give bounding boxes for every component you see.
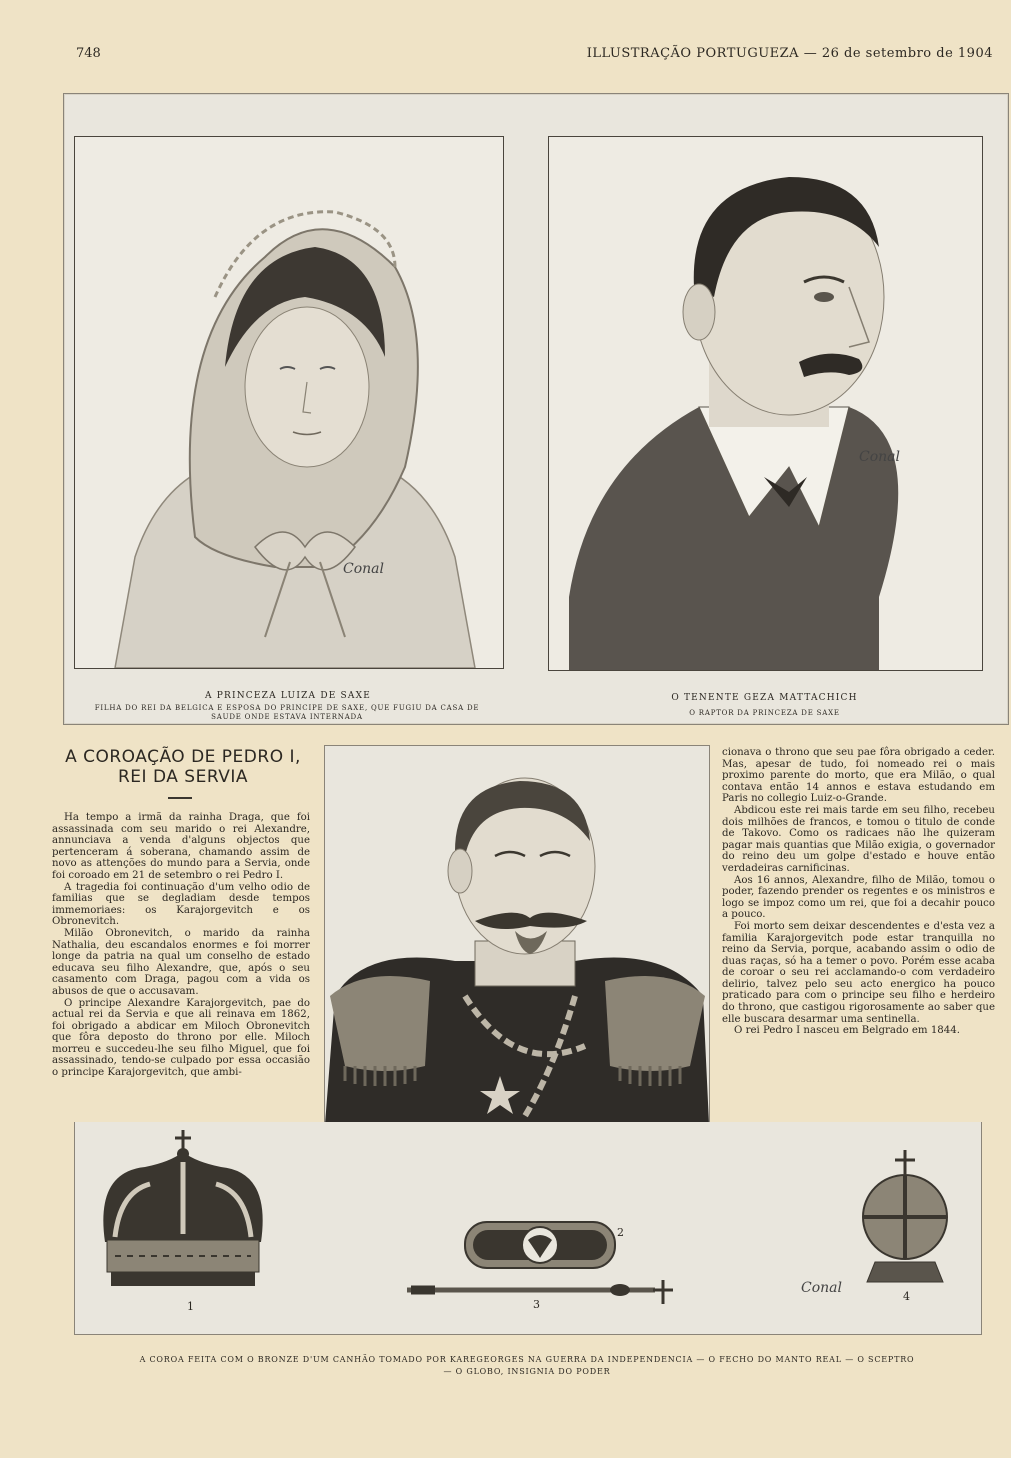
portrait-lieutenant-image — [549, 137, 982, 670]
paragraph: Milão Obronevitch, o marido da rainha Nathalia, deu escandalos enormes e foi morrer longe da patria na qual um conselho de estado educava seu filho Alexandre, que, após o seu casamento com Draga, pagou com a vida os abusos de que o accusavam. — [52, 927, 310, 997]
paragraph: Abdicou este rei mais tarde em seu filho, recebeu dois milhões de francos, e tomou o titulo de conde de Takovo. Como os radicaes não lhe quizeram pagar mais quantias que Milão exigia, o governador do reino deu um golpe d'estado e houve então verdadeiras carnificinas. — [722, 804, 995, 874]
article-column-right — [722, 747, 995, 1037]
regalia-caption — [74, 1354, 980, 1378]
regalia-label-4: 4 — [903, 1290, 910, 1303]
headline-divider — [168, 797, 192, 799]
caption-sub-lieutenant: O RAPTOR DA PRINCEZA DE SAXE — [689, 709, 840, 717]
regalia-label-2: 2 — [617, 1226, 624, 1239]
portrait-lieutenant-frame — [548, 136, 983, 671]
regalia-caption-line-2: — O GLOBO, INSIGNIA DO PODER — [443, 1367, 611, 1376]
artist-signature: Conal — [801, 1280, 842, 1296]
paragraph: Foi morto sem deixar descendentes e d'esta vez a familia Karajorgevitch pode estar tranquilla no reino da Servia, porque, acabando assim o odio de duas raças, só ha a temer o povo. Porém esse acaba de coroar o seu rei acclamando-o com verdadeiro delirio, talvez pelo seu acto energico ha pouco praticado para com o principe seu filho e herdeiro do throno, que castigou rigorosamente ao saber que elle buscara desarmar uma sentinella. — [722, 920, 995, 1025]
regalia-label-1: 1 — [187, 1300, 194, 1313]
headline-line-1: A COROAÇÃO DE PEDRO I, — [65, 747, 301, 767]
clasp-icon — [465, 1222, 615, 1268]
artist-signature: Conal — [343, 561, 384, 577]
paragraph: A tragedia foi continuação d'um velho odio de familias que se degladiam desde tempos immemoriaes: os Karajorgevitch e os Obronevitch. — [52, 881, 310, 928]
paragraph: O principe Alexandre Karajorgevitch, pae do actual rei da Servia e que ali reinava em 1862, foi obrigado a abdicar em Miloch Obronevitch que fôra deposto do throno por elle. Miloch morreu e succedeu-lhe seu filho Miguel, que foi assassinado, tendo-se culpado por essa occasião o principe Karajorgevitch, que ambi- — [52, 997, 310, 1079]
paragraph: Ha tempo a irmã da rainha Draga, que foi assassinada com seu marido o rei Alexandre, annunciava a venda d'alguns objectos que pertenceram á soberana, chamando assim de novo as attenções do mundo para a Servia, onde foi coroado em 21 de setembro o rei Pedro I. — [52, 812, 310, 881]
regalia-illustration — [75, 1122, 981, 1334]
article-headline — [52, 747, 314, 787]
article-column-left — [52, 812, 310, 1079]
artist-signature: Conal — [859, 449, 900, 465]
regalia-panel — [74, 1122, 982, 1335]
king-pedro-portrait-image — [325, 746, 709, 1124]
regalia-caption-line-1: A COROA FEITA COM O BRONZE D'UM CANHÃO TOMADO POR KAREGEORGES NA GUERRA DA INDEPENDENCIA — O FECHO DO MANTO REAL — O SCEPTRO — [139, 1355, 915, 1364]
page-number: 748 — [76, 46, 101, 61]
running-head: ILLUSTRAÇÃO PORTUGUEZA — 26 de setembro de 1904 — [586, 46, 993, 61]
portrait-princess-frame — [74, 136, 504, 669]
caption-title-princess: A PRINCEZA LUIZA DE SAXE — [204, 691, 372, 701]
caption-title-lieutenant: O TENENTE GEZA MATTACHICH — [671, 693, 858, 703]
paragraph: cionava o throno que seu pae fôra obrigado a ceder. Mas, apesar de tudo, foi nomeado rei o mais proximo parente do morto, que era Milão, o qual contava então 14 annos e estava estudando em Paris no collegio Luiz-o-Grande. — [722, 747, 995, 805]
regalia-label-3: 3 — [533, 1298, 540, 1311]
paragraph: Aos 16 annos, Alexandre, filho de Milão, tomou o poder, fazendo prender os regentes e os ministros e logo se impoz como um rei, que foi a decahir pouco a pouco. — [722, 874, 995, 921]
paragraph: O rei Pedro I nasceu em Belgrado em 1844. — [734, 1025, 960, 1037]
king-portrait-panel — [324, 745, 710, 1124]
headline-line-2: REI DA SERVIA — [118, 767, 248, 787]
caption-sub-princess: FILHA DO REI DA BELGICA E ESPOSA DO PRINCIPE DE SAXE, QUE FUGIU DA CASA DE SAUDE ONDE ESTAVA INTERNADA — [94, 704, 480, 721]
portrait-princess-image — [75, 137, 503, 668]
